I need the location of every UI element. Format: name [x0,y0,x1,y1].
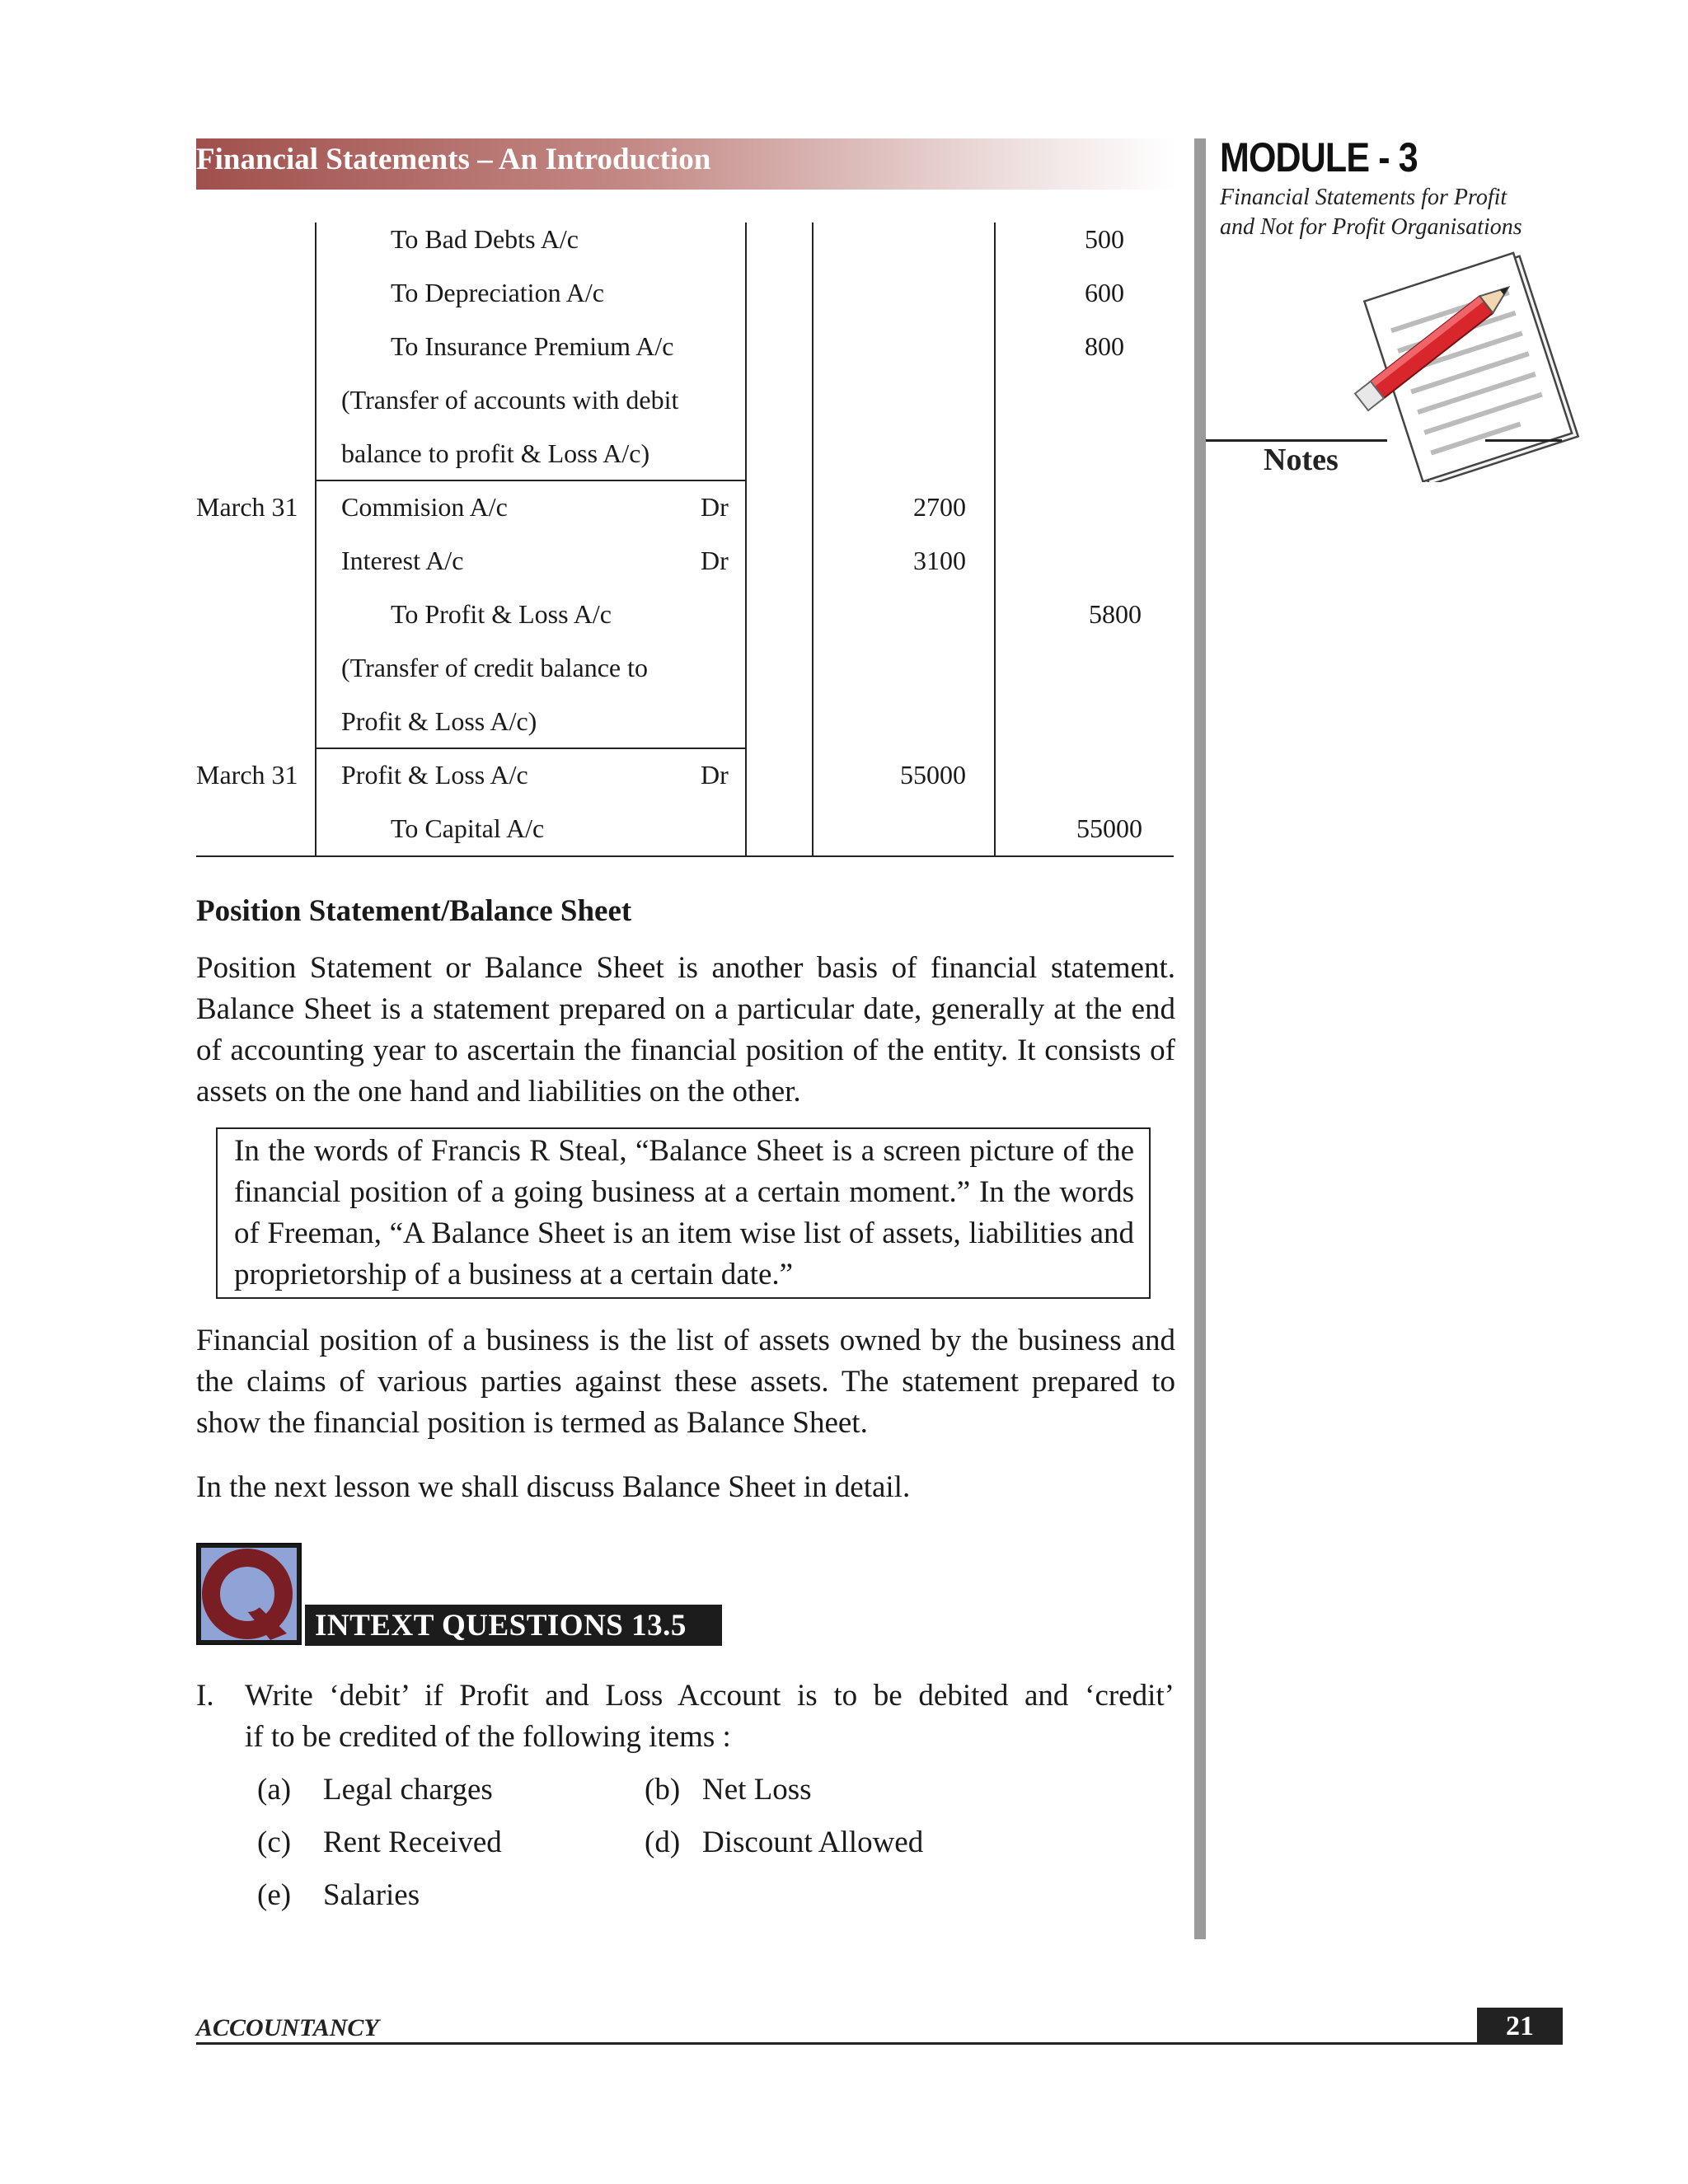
journal-particulars: Profit & Loss A/c [341,760,528,790]
table-col-divider [745,223,747,857]
journal-credit: 5800 [1089,599,1142,629]
paragraph: In the next lesson we shall discuss Balance Sheet in detail. [196,1470,911,1504]
section-heading: Position Statement/Balance Sheet [196,894,632,928]
table-bottom-rule [196,855,1174,857]
item-text: Discount Allowed [702,1825,924,1859]
paragraph: Position Statement or Balance Sheet is another basis of financial statement. Balance Sheet is a statement prepared on a particular date, generally at the end of accounting year to ascertain the financial position of the entity. It consists of assets on the one hand and liabilities on the other. [196,951,1175,1108]
item-label: (c) [257,1825,292,1859]
journal-credit: 500 [1085,224,1124,254]
journal-particulars: Commision A/c [341,492,508,522]
journal-particulars: To Insurance Premium A/c [391,331,674,361]
journal-particulars: To Capital A/c [391,813,545,843]
table-col-divider [315,223,316,857]
module-subtitle-line2: and Not for Profit Organisations [1220,214,1522,240]
journal-dr-marker: Dr [701,546,729,575]
journal-particulars: To Depreciation A/c [391,278,604,307]
journal-narration: balance to profit & Loss A/c) [341,438,650,468]
table-entry-separator [315,748,745,749]
journal-credit: 800 [1085,331,1124,361]
notes-label: Notes [1264,443,1339,477]
notes-rule-right [1485,439,1562,442]
intext-banner-title: INTEXT QUESTIONS 13.5 [315,1609,687,1643]
journal-narration: Profit & Loss A/c) [341,706,537,736]
journal-particulars: To Profit & Loss A/c [391,599,612,629]
footer-label: ACCOUNTANCY [196,2014,379,2041]
journal-credit: 55000 [1076,813,1142,843]
journal-credit: 600 [1085,278,1124,307]
journal-date: March 31 [196,492,298,522]
journal-narration: (Transfer of accounts with debit [341,385,679,415]
paragraph: Financial position of a business is the list of assets owned by the business and the claims of various parties against these assets. The statement prepared to show the financial position is termed as Balance Sheet. [196,1324,1175,1440]
item-label: (a) [257,1773,292,1807]
page-number: 21 [1506,2011,1534,2041]
journal-debit: 55000 [900,760,966,790]
notepad-pencil-icon [1352,243,1582,482]
item-text: Legal charges [323,1773,493,1807]
question-number: I. [196,1679,214,1713]
item-label: (d) [645,1825,681,1859]
journal-particulars: Interest A/c [341,546,464,575]
item-text: Rent Received [323,1825,502,1859]
item-label: (b) [645,1773,681,1807]
journal-dr-marker: Dr [701,760,729,790]
journal-dr-marker: Dr [701,492,729,522]
journal-narration: (Transfer of credit balance to [341,653,648,682]
page-header-title: Financial Statements – An Introduction [196,143,711,176]
table-col-divider [812,223,814,857]
module-title: MODULE - 3 [1220,134,1418,180]
table-col-divider [994,223,996,857]
journal-debit: 2700 [913,492,966,522]
question-text-line2: if to be credited of the following items : [245,1720,731,1754]
journal-debit: 3100 [913,546,966,575]
journal-date: March 31 [196,760,298,790]
item-text: Salaries [323,1878,420,1912]
module-subtitle-line1: Financial Statements for Profit [1220,185,1507,210]
item-label: (e) [257,1878,292,1912]
sidebar-divider [1194,138,1206,1939]
item-text: Net Loss [702,1773,812,1807]
journal-particulars: To Bad Debts A/c [391,224,579,254]
question-text-line1: Write ‘debit’ if Profit and Loss Account is to be debited and ‘credit’ [245,1679,1175,1713]
question-q-icon [201,1548,297,1640]
table-entry-separator [315,480,745,481]
footer-rule [196,2042,1563,2045]
quote-text: In the words of Francis R Steal, “Balance Sheet is a screen picture of the financial position of a going business at a certain moment.” In the words of Freeman, “A Balance Sheet is an item wise list of assets, liabilities and proprietorship of a business at a certain date.” [234,1134,1134,1291]
